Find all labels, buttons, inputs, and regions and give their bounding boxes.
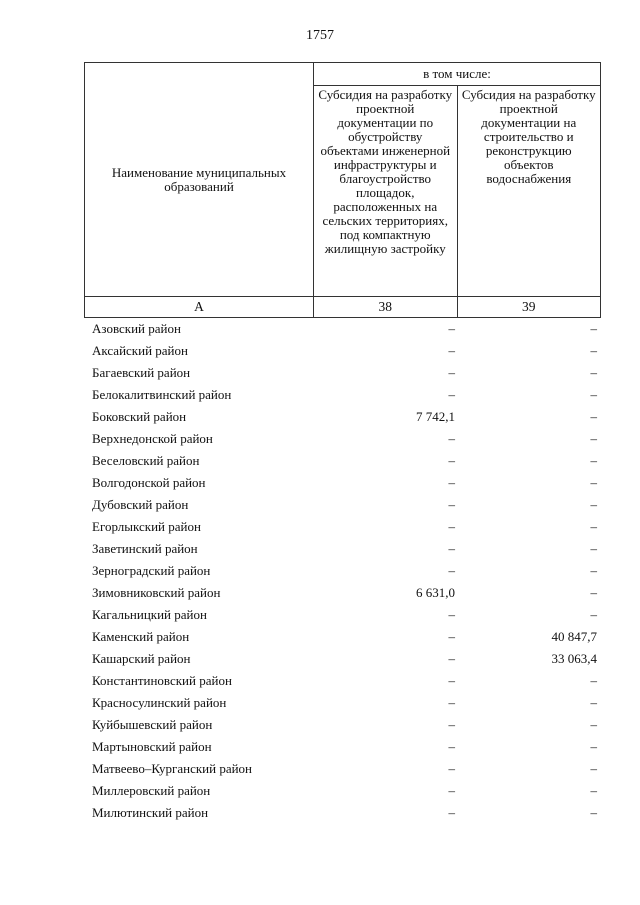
- row-value-col-38: –: [448, 607, 455, 622]
- row-value-col-38: –: [448, 673, 455, 688]
- row-name: Матвеево–Курганский район: [92, 761, 253, 776]
- row-value-col-38: –: [448, 717, 455, 732]
- table-row: [84, 692, 601, 714]
- index-name: А: [85, 297, 314, 318]
- index-col-38: 38: [314, 297, 458, 318]
- row-value-col-39: –: [590, 519, 597, 534]
- row-value-col-39: –: [590, 585, 597, 600]
- table-header: [84, 62, 601, 318]
- table-row: [84, 538, 601, 560]
- row-value-col-38: –: [448, 695, 455, 710]
- table-row: [84, 494, 601, 516]
- row-name: Константиновский район: [92, 673, 232, 688]
- row-value-col-38: –: [448, 541, 455, 556]
- row-value-col-38: –: [448, 651, 455, 666]
- row-value-col-39: –: [590, 409, 597, 424]
- row-value-col-38: –: [448, 453, 455, 468]
- row-value-col-39: –: [590, 695, 597, 710]
- table-row: [84, 560, 601, 582]
- table-row: [84, 450, 601, 472]
- row-value-col-38: –: [448, 805, 455, 820]
- row-value-col-38: 7 742,1: [416, 409, 455, 424]
- row-value-col-39: –: [590, 673, 597, 688]
- row-value-col-39: –: [590, 739, 597, 754]
- row-value-col-39: –: [590, 475, 597, 490]
- row-value-col-39: –: [590, 497, 597, 512]
- row-name: Мартыновский район: [92, 739, 212, 754]
- table-row: [84, 670, 601, 692]
- row-name: Миллеровский район: [92, 783, 211, 798]
- row-value-col-38: –: [448, 431, 455, 446]
- row-value-col-38: –: [448, 519, 455, 534]
- row-name: Куйбышевский район: [92, 717, 213, 732]
- row-value-col-39: –: [590, 453, 597, 468]
- row-value-col-39: –: [590, 563, 597, 578]
- row-name: Веселовский район: [92, 453, 200, 468]
- row-value-col-39: –: [590, 783, 597, 798]
- table-row: [84, 428, 601, 450]
- row-value-col-38: 6 631,0: [416, 585, 455, 600]
- table-row: [84, 516, 601, 538]
- row-value-col-39: 40 847,7: [551, 629, 597, 644]
- table-row: [84, 340, 601, 362]
- row-value-col-39: –: [590, 365, 597, 380]
- row-name: Аксайский район: [92, 343, 188, 358]
- row-value-col-38: –: [448, 629, 455, 644]
- row-name: Верхнедонской район: [92, 431, 213, 446]
- row-value-col-38: –: [448, 739, 455, 754]
- row-name: Азовский район: [92, 321, 181, 336]
- row-name: Багаевский район: [92, 365, 191, 380]
- table-row: [84, 472, 601, 494]
- row-value-col-39: –: [590, 387, 597, 402]
- row-value-col-38: –: [448, 321, 455, 336]
- row-value-col-39: –: [590, 541, 597, 556]
- table-row: [84, 406, 601, 428]
- row-value-col-38: –: [448, 761, 455, 776]
- table-row: [84, 362, 601, 384]
- row-value-col-39: –: [590, 607, 597, 622]
- row-name: Кашарский район: [92, 651, 191, 666]
- row-value-col-38: –: [448, 387, 455, 402]
- row-value-col-38: –: [448, 365, 455, 380]
- row-name: Волгодонской район: [92, 475, 206, 490]
- index-row: [85, 297, 601, 318]
- table-row: [84, 648, 601, 670]
- row-value-col-39: –: [590, 343, 597, 358]
- row-name: Кагальницкий район: [92, 607, 207, 622]
- row-name: Милютинский район: [92, 805, 209, 820]
- table-row: [84, 758, 601, 780]
- row-value-col-39: –: [590, 717, 597, 732]
- row-name: Белокалитвинский район: [92, 387, 232, 402]
- header-col-39: Субсидия на разработку проектной документации на строительство и реконструкцию объектов водоснабжения: [457, 86, 601, 297]
- row-name: Каменский район: [92, 629, 190, 644]
- table-row: [84, 384, 601, 406]
- row-name: Красносулинский район: [92, 695, 227, 710]
- row-name: Дубовский район: [92, 497, 189, 512]
- row-name: Зимовниковский район: [92, 585, 221, 600]
- row-value-col-39: –: [590, 321, 597, 336]
- row-value-col-38: –: [448, 475, 455, 490]
- row-value-col-39: –: [590, 431, 597, 446]
- row-value-col-38: –: [448, 497, 455, 512]
- row-name: Боковский район: [92, 409, 187, 424]
- index-col-39: 39: [457, 297, 601, 318]
- table-row: [84, 802, 601, 824]
- table-row: [84, 604, 601, 626]
- row-name: Заветинский район: [92, 541, 198, 556]
- row-value-col-39: –: [590, 805, 597, 820]
- table-row: [84, 582, 601, 604]
- header-group-label: в том числе:: [314, 63, 601, 86]
- row-value-col-39: 33 063,4: [551, 651, 597, 666]
- table-row: [84, 626, 601, 648]
- row-value-col-39: –: [590, 761, 597, 776]
- table-body: [84, 318, 601, 824]
- table-row: [84, 714, 601, 736]
- table-row: [84, 780, 601, 802]
- row-value-col-38: –: [448, 343, 455, 358]
- header-col-38: Субсидия на разработку проектной документации по обустройству объектами инженерной инфраструктуры и благоустройство площадок, расположенных на сельских территориях, под компактную жилищную застройку: [314, 86, 458, 297]
- row-value-col-38: –: [448, 783, 455, 798]
- row-value-col-38: –: [448, 563, 455, 578]
- table-row: [84, 736, 601, 758]
- page-number: 1757: [306, 28, 334, 43]
- row-name: Зерноградский район: [92, 563, 211, 578]
- table-row: [84, 318, 601, 340]
- header-name-column: Наименование муниципальных образований: [85, 63, 314, 297]
- row-name: Егорлыкский район: [92, 519, 201, 534]
